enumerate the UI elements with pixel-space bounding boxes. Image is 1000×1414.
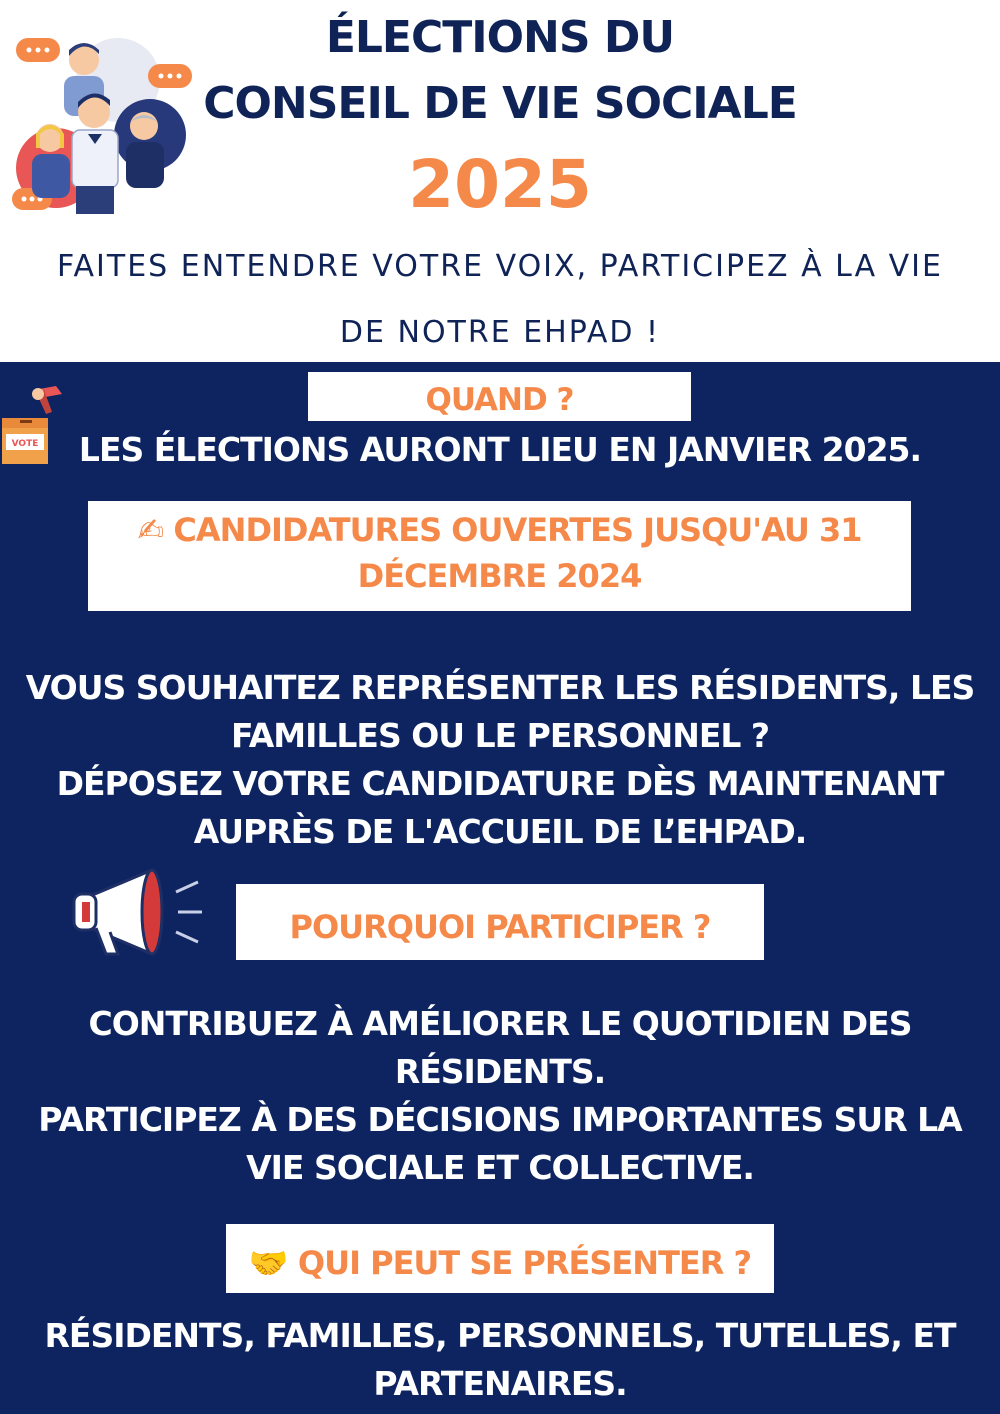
represent-line-2: FAMILLES OU LE PERSONNEL ? — [230, 716, 770, 755]
vote-label: VOTE — [11, 439, 39, 449]
handshake-icon: 🤝 — [248, 1244, 288, 1282]
when-heading-box — [308, 372, 691, 421]
represent-line-4: AUPRÈS DE L'ACCUEIL DE L’EHPAD. — [193, 812, 807, 851]
why-heading-box — [236, 884, 764, 960]
title-line-2: CONSEIL DE VIE SOCIALE — [203, 78, 797, 129]
represent-line-1: VOUS SOUHAITEZ REPRÉSENTER LES RÉSIDENTS, LES — [25, 668, 975, 707]
represent-line-3: DÉPOSEZ VOTRE CANDIDATURE DÈS MAINTENANT — [56, 764, 944, 803]
why-paragraph — [0, 1000, 1000, 1192]
who-paragraph — [0, 1312, 1000, 1408]
header-section — [0, 0, 1000, 362]
candidacy-box — [88, 501, 911, 611]
writing-hand-icon: ✍ — [137, 511, 164, 549]
candidacy-line-1-text: CANDIDATURES OUVERTES JUSQU'AU 31 — [173, 511, 862, 549]
why-line-3: PARTICIPEZ À DES DÉCISIONS IMPORTANTES SUR LA — [38, 1100, 962, 1139]
why-line-2: RÉSIDENTS. — [394, 1052, 606, 1091]
why-line-1: CONTRIBUEZ À AMÉLIORER LE QUOTIDIEN DES — [88, 1004, 912, 1043]
megaphone-icon — [60, 862, 210, 962]
who-heading-box — [226, 1224, 774, 1293]
who-line-1: RÉSIDENTS, FAMILLES, PERSONNELS, TUTELLES, ET — [44, 1316, 956, 1355]
title-line-1: ÉLECTIONS DU — [325, 12, 675, 63]
who-heading: QUI PEUT SE PRÉSENTER ? — [297, 1244, 752, 1282]
tagline-line-1: FAITES ENTENDRE VOTRE VOIX, PARTICIPEZ À LA VIE — [57, 249, 943, 284]
info-section — [0, 362, 1000, 1414]
tagline-line-2: DE NOTRE EHPAD ! — [339, 315, 661, 350]
candidacy-line-2: DÉCEMBRE 2024 — [357, 557, 642, 595]
why-heading: POURQUOI PARTICIPER ? — [289, 908, 711, 946]
when-text: LES ÉLECTIONS AURONT LIEU EN JANVIER 2025. — [78, 430, 922, 469]
when-heading: QUAND ? — [425, 382, 574, 418]
candidacy-line-1 — [88, 507, 911, 553]
why-line-4: VIE SOCIALE ET COLLECTIVE. — [246, 1148, 754, 1187]
represent-paragraph — [0, 664, 1000, 856]
election-year: 2025 — [408, 146, 592, 223]
who-line-2: PARTENAIRES. — [373, 1364, 627, 1403]
